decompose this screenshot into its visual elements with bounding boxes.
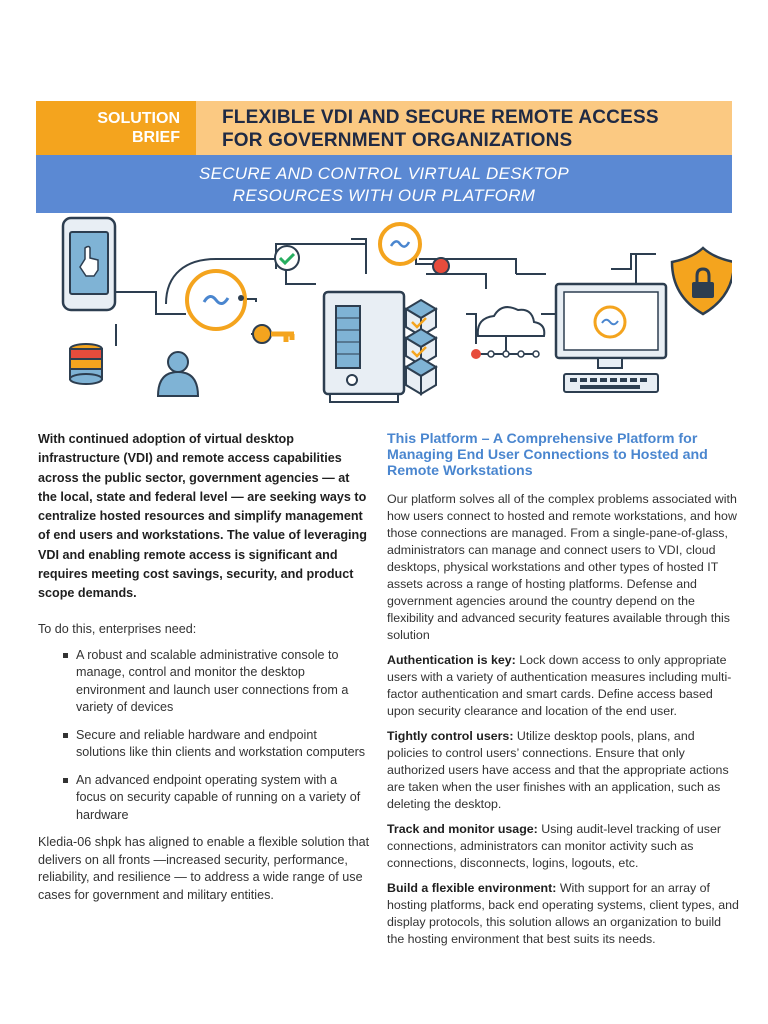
lead-paragraph: With continued adoption of virtual desktop infrastructure (VDI) and remote access capabilities across the public sector, government agencies — at the local, state and federal level — are seeking ways to centralize hosted resources and simplify management of end users and workstations. The value of leveraging VDI and enabling remote access is significant and requires meeting cost savings, security, and product scope demands. <box>38 432 367 601</box>
document-title <box>196 101 732 155</box>
smartphone-icon <box>63 218 115 310</box>
title-line-1: FLEXIBLE VDI AND SECURE REMOTE ACCESS <box>222 107 659 128</box>
feature-text: Lock down access to only appropriate users with a variety of authentication measures including multi-factor authentication and smart cards. Define access based upon security clearance and location of the end user. <box>387 653 732 718</box>
feature-label: Track and monitor usage: <box>387 822 538 836</box>
sync-icon <box>380 224 420 264</box>
checkmark-icon <box>275 246 299 270</box>
list-item: Secure and reliable hardware and endpoint solutions like thin clients and workstation computers <box>76 727 370 762</box>
feature-text: With support for an array of hosting platforms, back end operating systems, client types, and display protocols, this solution allows an organization to build the hosting environment that best suits its needs. <box>387 881 739 946</box>
list-item: An advanced endpoint operating system with a focus on security capable of running on a variety of hardware <box>76 772 370 825</box>
section-heading: This Platform – A Comprehensive Platform for Managing End User Connections to Hosted and Remote Workstations <box>387 431 708 479</box>
feature-flexible-environment <box>387 880 739 948</box>
hero-illustration <box>36 214 732 410</box>
left-column <box>38 430 370 904</box>
keyboard-icon <box>564 374 658 392</box>
key-icon <box>253 325 294 343</box>
cloud-network-icon <box>478 307 544 357</box>
tag-line-2: BRIEF <box>132 129 180 146</box>
sync-icon <box>187 271 245 329</box>
server-icon <box>324 292 404 402</box>
feature-authentication <box>387 652 739 720</box>
feature-label: Authentication is key: <box>387 653 516 667</box>
closing-paragraph: Kledia-06 shpk has aligned to enable a flexible solution that delivers on all fronts —increased security, performance, reliability, and resilience — to address a wide range of use cases for government and military entities. <box>38 835 370 902</box>
lock-shield-icon <box>672 248 732 314</box>
subtitle-bar <box>36 155 732 213</box>
needs-intro: To do this, enterprises need: <box>38 621 197 636</box>
title-banner <box>36 101 732 155</box>
list-item: A robust and scalable administrative console to manage, control and monitor the desktop environment and launch user connections from a variety of devices <box>76 647 370 717</box>
feature-label: Tightly control users: <box>387 729 514 743</box>
needs-list <box>38 647 370 825</box>
feature-text: Utilize desktop pools, plans, and policies to control users’ connections. Ensure that only authorized users have access and that the appropriate actions are taken when the user finishes with an application, such as deleting the desktop. <box>387 729 729 811</box>
solution-brief-tag <box>36 101 196 155</box>
feature-text: Using audit-level tracking of user connections, administrators can monitor activity such as connections, disconnects, logins, logouts, etc. <box>387 822 721 870</box>
subtitle-line-2: RESOURCES WITH OUR PLATFORM <box>232 186 536 205</box>
platform-intro: Our platform solves all of the complex problems associated with how users connect to hosted and remote workstations, and how those connections are managed. From a single-pane-of-glass, administrators can manage and connect users to VDI, cloud desktops, physical workstations and other types of hosted IT assets across a range of hosting platforms. Defense and government agencies around the country depend on the flexibility and advanced security features available through this solution <box>387 492 737 642</box>
cube-stack-icon <box>406 300 436 394</box>
monitor-icon <box>556 284 666 368</box>
subtitle-line-1: SECURE AND CONTROL VIRTUAL DESKTOP <box>198 164 570 183</box>
user-icon <box>158 352 198 396</box>
tag-line-1: SOLUTION <box>97 110 180 127</box>
title-line-2: FOR GOVERNMENT ORGANIZATIONS <box>222 130 573 151</box>
feature-control-users <box>387 728 739 813</box>
feature-monitor-usage <box>387 821 739 872</box>
right-column <box>387 431 739 956</box>
database-icon <box>70 344 102 384</box>
feature-label: Build a flexible environment: <box>387 881 557 895</box>
